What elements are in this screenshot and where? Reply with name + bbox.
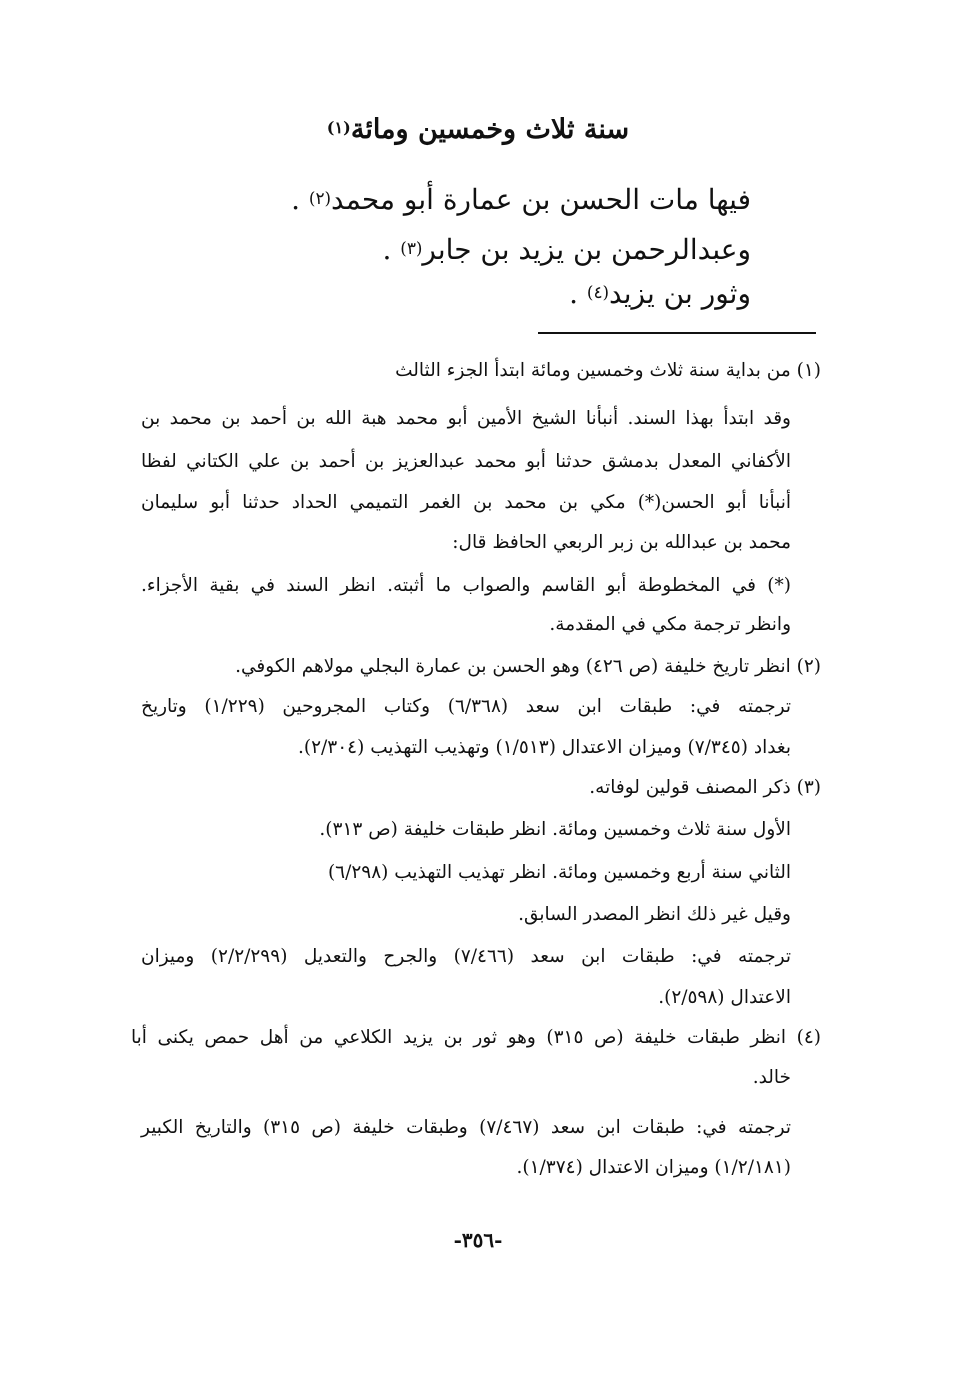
main-line-text: فيها مات الحسن بن عمارة أبو محمد xyxy=(331,183,751,216)
footnote-3-line: (٣) ذكر المصنف قولين لوفاته. xyxy=(589,777,821,798)
footnote-1-line: أنبأنا أبو الحسن(*) مكي بن محمد بن الغمر التميمي الحداد حدثنا أبو سليمان xyxy=(141,492,791,513)
footnote-1-line: محمد بن عبدالله بن زبر الربعي الحافظ قال: xyxy=(452,532,791,553)
main-line-text: وعبدالرحمن بن يزيد بن جابر xyxy=(422,233,751,266)
footnote-1-line: (١) من بداية سنة ثلاث وخمسين ومائة ابتدأ الجزء الثالث xyxy=(395,360,821,381)
footnote-2-line: بغداد (٧/٣٤٥) وميزان الاعتدال (١/٥١٣) وتهذيب التهذيب (٢/٣٠٤). xyxy=(298,737,791,758)
footnote-ref: (٣) xyxy=(400,238,423,258)
manuscript-note-line: (*) في المخطوطة أبو القاسم والصواب ما أثبته. انظر السند في بقية الأجزاء. xyxy=(141,575,791,596)
footnote-2-line: (٢) انظر تاريخ خليفة (ص ٤٢٦) وهو الحسن بن عمارة البجلي مولاهم الكوفي. xyxy=(235,656,821,677)
footnote-3-line: ترجمته في: طبقات ابن سعد (٧/٤٦٦) والجرح والتعديل (٢/٢/٢٩٩) وميزان xyxy=(141,946,791,967)
footnote-2-line: ترجمته في: طبقات ابن سعد (٦/٣٦٨) وكتاب المجروحين (١/٢٢٩) وتاريخ xyxy=(141,696,791,717)
footnote-1-line: وقد ابتدأ بهذا السند. أنبأنا الشيخ الأمين أبو محمد هبة الله بن أحمد بن محمد بن xyxy=(141,408,791,429)
page-number: -٣٥٦- xyxy=(453,1228,503,1252)
main-text-line xyxy=(151,274,751,314)
footnote-ref: (٤) xyxy=(586,282,610,302)
footnote-3-indented-line: الأول سنة ثلاث وخمسين ومائة. انظر طبقات خليفة (ص ٣١٣). xyxy=(319,819,791,840)
footnote-3-indented-line: وقيل غير ذلك انظر المصدر السابق. xyxy=(518,904,791,925)
footnote-ref: (٢) xyxy=(308,188,332,208)
main-line-text: وثور بن يزيد xyxy=(609,277,751,310)
footnote-4-line: خالد. xyxy=(752,1067,791,1088)
section-title-text: سنة ثلاث وخمسين ومائة xyxy=(350,114,630,145)
footnote-4-line: ترجمته في: طبقات ابن سعد (٧/٤٦٧) وطبقات خليفة (ص ٣١٥) والتاريخ الكبير xyxy=(141,1117,791,1138)
section-title xyxy=(0,110,956,150)
line-end-mark: . xyxy=(569,277,578,310)
footnote-4-line: (٤) انظر طبقات خليفة (ص ٣١٥) وهو ثور بن يزيد الكلاعي من أهل حمص يكنى أبا xyxy=(131,1027,821,1048)
footnote-divider xyxy=(538,332,816,334)
footnote-3-indented-line: الثاني سنة أربع وخمسين ومائة. انظر تهذيب التهذيب (٦/٢٩٨) xyxy=(327,862,791,883)
manuscript-note-line: وانظر ترجمة مكي في المقدمة. xyxy=(549,614,791,635)
footnote-ref: (١) xyxy=(326,118,351,137)
main-text-line xyxy=(151,230,751,270)
line-end-mark: . xyxy=(382,233,392,266)
footnote-3-line: الاعتدال (٢/٥٩٨). xyxy=(658,987,791,1008)
line-end-mark: . xyxy=(291,183,300,216)
footnote-4-line: (١/٢/١٨١) وميزان الاعتدال (١/٣٧٤). xyxy=(516,1157,791,1178)
main-text-line xyxy=(151,180,751,220)
footnote-1-line: الأكفاني المعدل بدمشق حدثنا أبو محمد عبدالعزيز بن أحمد بن علي الكتاني لفظا xyxy=(141,451,791,472)
